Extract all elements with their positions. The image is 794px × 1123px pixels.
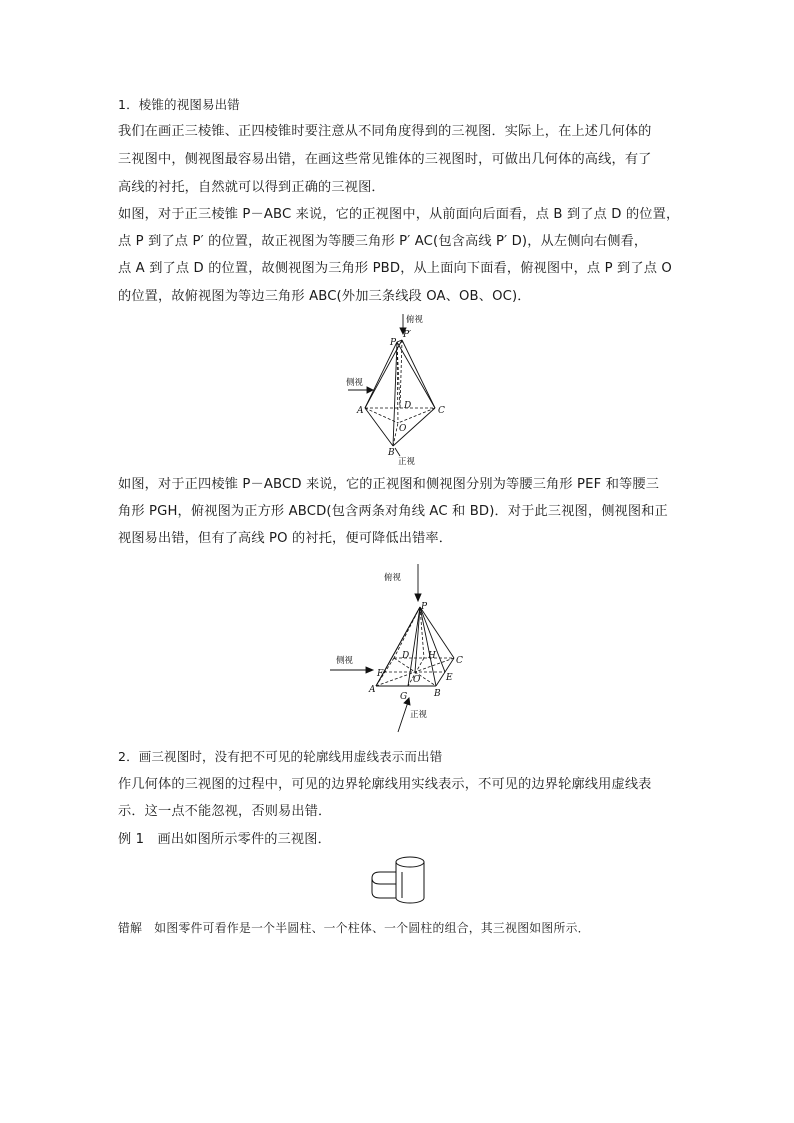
side-view-label: 侧视 <box>336 656 354 666</box>
point-label-a: A <box>357 406 364 416</box>
front-view-label: 正视 <box>410 710 428 720</box>
wrong-solution-line: 错解 如图零件可看作是一个半圆柱、一个柱体、一个圆柱的组合，其三视图如图所示． <box>118 921 590 935</box>
top-view-label: 俯视 <box>384 573 402 583</box>
paragraph-line: 作几何体的三视图的过程中，可见的边界轮廓线用实线表示，不可见的边界轮廓线用虚线表 <box>118 777 652 792</box>
section-2-heading: 2．画三视图时，没有把不可见的轮廓线用虚线表示而出错 <box>118 749 443 764</box>
front-view-label: 正视 <box>398 457 416 467</box>
point-label-p: P <box>390 338 397 348</box>
example-line: 例 1 画出如图所示零件的三视图． <box>118 832 331 847</box>
top-view-label: 俯视 <box>406 315 424 325</box>
point-label-e: E <box>446 673 453 683</box>
point-label-d: D <box>404 401 412 411</box>
triangular-pyramid-figure <box>340 310 460 470</box>
paragraph-line: 我们在画正三棱锥、正四棱锥时要注意从不同角度得到的三视图．实际上，在上述几何体的 <box>118 124 652 139</box>
point-label-a: A <box>369 685 376 695</box>
point-label-f: F <box>377 669 384 679</box>
paragraph-line: 示．这一点不能忽视，否则易出错． <box>118 804 332 819</box>
paragraph-line: 的位置，故俯视图为等边三角形 ABC(外加三条线段 OA、OB、OC)． <box>118 289 531 304</box>
paragraph-line: 角形 PGH，俯视图为正方形 ABCD(包含两条对角线 AC 和 BD)．对于此三视图，侧视图和正 <box>118 504 668 519</box>
paragraph-line: 高线的衬托，自然就可以得到正确的三视图． <box>118 180 385 195</box>
point-label-c: C <box>456 656 463 666</box>
paragraph-line: 点 A 到了点 D 的位置，故侧视图为三角形 PBD，从上面向下面看，俯视图中，点 P 到了点 O <box>118 261 672 276</box>
paragraph-line: 视图易出错，但有了高线 PO 的衬托，便可降低出错率． <box>118 531 453 546</box>
paragraph-line: 三视图中，侧视图最容易出错，在画这些常见锥体的三视图时，可做出几何体的高线，有了 <box>118 152 652 167</box>
point-label-o: O <box>413 675 421 685</box>
paragraph-line: 点 P 到了点 P′ 的位置，故正视图为等腰三角形 P′ AC(包含高线 P′ D)，从左侧向右侧看， <box>118 234 648 249</box>
point-label-c: C <box>438 406 445 416</box>
square-pyramid-figure <box>328 560 478 745</box>
section-1-heading: 1．棱锥的视图易出错 <box>118 97 240 112</box>
paragraph-line: 如图，对于正三棱锥 P－ABC 来说，它的正视图中，从前面向后面看，点 B 到了点 D 的位置， <box>118 207 680 222</box>
point-label-o: O <box>399 424 407 434</box>
side-view-label: 侧视 <box>346 378 364 388</box>
point-label-p: P <box>421 602 428 612</box>
machine-part-figure <box>364 852 444 912</box>
point-label-d: D <box>402 651 410 661</box>
point-label-p-prime: P′ <box>403 330 412 340</box>
point-label-b: B <box>434 689 441 699</box>
paragraph-line: 如图，对于正四棱锥 P－ABCD 来说，它的正视图和侧视图分别为等腰三角形 PEF 和等腰三 <box>118 477 660 492</box>
point-label-b: B <box>388 448 395 458</box>
point-label-h: H <box>428 651 436 661</box>
point-label-g: G <box>400 692 408 702</box>
